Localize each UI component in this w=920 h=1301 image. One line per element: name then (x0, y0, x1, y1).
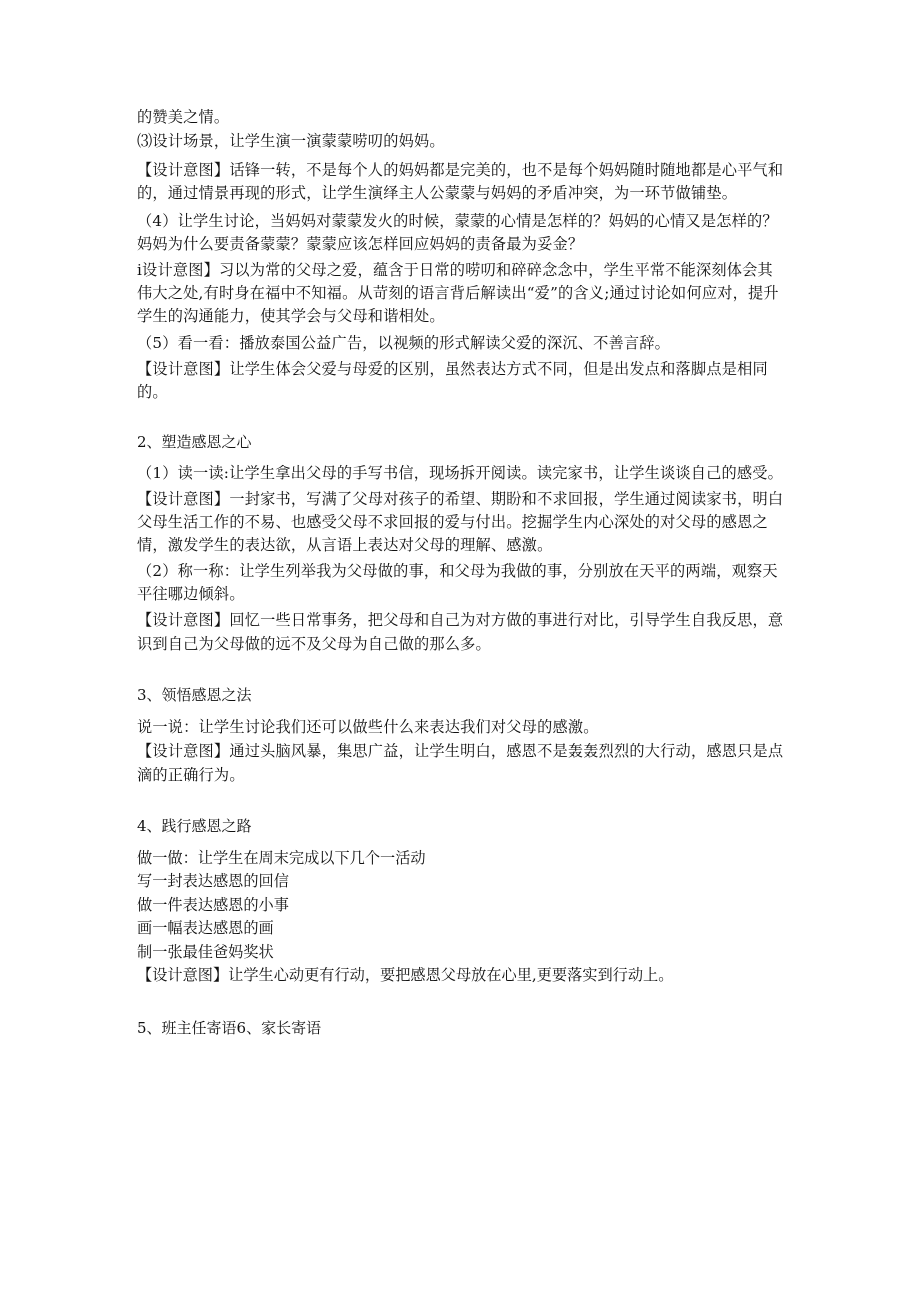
paragraph: i设计意图】习以为常的父母之爱，蕴含于日常的唠叨和碎碎念念中，学生平常不能深刻体会其伟大之处,有时身在福中不知福。从苛刻的语言背后解读出“爱”的含义;通过讨论如何应对，提升学生的沟通能力，使其学会与父母和谐相处。 (137, 260, 779, 326)
paragraph: （2）称一称：让学生列举我为父母做的事，和父母为我做的事，分别放在天平的两端，观察天平往哪边倾斜。 (137, 561, 778, 604)
paragraph: ⑶设计场景，让学生演一演蒙蒙唠叨的妈妈。 (137, 132, 445, 151)
section-3 (137, 684, 787, 787)
list-item: 写一封表达感恩的回信 (137, 872, 289, 891)
section-heading: 2、塑造感恩之心 (137, 432, 252, 451)
paragraph: 【设计意图】回忆一些日常事务，把父母和自己为对方做的事进行对比，引导学生自我反思，意识到自己为父母做的远不及父母为自己做的那么多。 (137, 611, 784, 653)
paragraph: 的赞美之情。 (137, 108, 230, 126)
list-item: 做一件表达感恩的小事 (137, 895, 289, 914)
section-heading: 3、领悟感恩之法 (137, 685, 252, 704)
paragraph: 【设计意图】话锋一转，不是每个人的妈妈都是完美的，也不是每个妈妈随时随地都是心平气和的，通过情景再现的形式，让学生演绎主人公蒙蒙与妈妈的矛盾冲突，为一环节做铺垫。 (137, 160, 784, 202)
section-2 (137, 431, 787, 656)
document-page (137, 106, 787, 1040)
paragraph: （1）读一读:让学生拿出父母的手写书信，现场拆开阅读。读完家书，让学生谈谈自己的感受。 (137, 463, 784, 482)
section-4 (137, 815, 787, 988)
section-heading: 5、班主任寄语6、家长寄语 (137, 1018, 322, 1037)
list-item: 画一幅表达感恩的画 (137, 919, 274, 938)
section-5 (137, 1017, 787, 1040)
paragraph: 【设计意图】一封家书，写满了父母对孩子的希望、期盼和不求回报，学生通过阅读家书，明白父母生活工作的不易、也感受父母不求回报的爱与付出。挖掘学生内心深处的对父母的感恩之情，激发学生的表达欲，从言语上表达对父母的理解、感激。 (137, 489, 784, 555)
paragraph: 说一说：让学生讨论我们还可以做些什么来表达我们对父母的感激。 (137, 717, 599, 736)
paragraph: 做一做：让学生在周末完成以下几个一活动 (137, 848, 426, 867)
paragraph: 【设计意图】通过头脑风暴，集思广益，让学生明白，感恩不是轰轰烈烈的大行动，感恩只是点滴的正确行为。 (137, 742, 784, 784)
section-heading: 4、践行感恩之路 (137, 816, 252, 835)
paragraph: （4）让学生讨论，当妈妈对蒙蒙发火的时候，蒙蒙的心情是怎样的？妈妈的心情又是怎样的？妈妈为什么要责备蒙蒙？蒙蒙应该怎样回应妈妈的责备最为妥金？ (137, 212, 778, 254)
paragraph: （5）看一看：播放泰国公益广告，以视频的形式解读父爱的深沉、不善言辞。 (137, 333, 671, 352)
paragraph: 【设计意图】让学生体会父爱与母爱的区别，虽然表达方式不同，但是出发点和落脚点是相同的。 (137, 359, 768, 402)
list-item: 制一张最佳爸妈奖状 (137, 942, 274, 961)
paragraph: 【设计意图】让学生心动更有行动，要把感恩父母放在心里,更要落实到行动上。 (137, 966, 674, 985)
section-1-continuation (137, 106, 787, 405)
